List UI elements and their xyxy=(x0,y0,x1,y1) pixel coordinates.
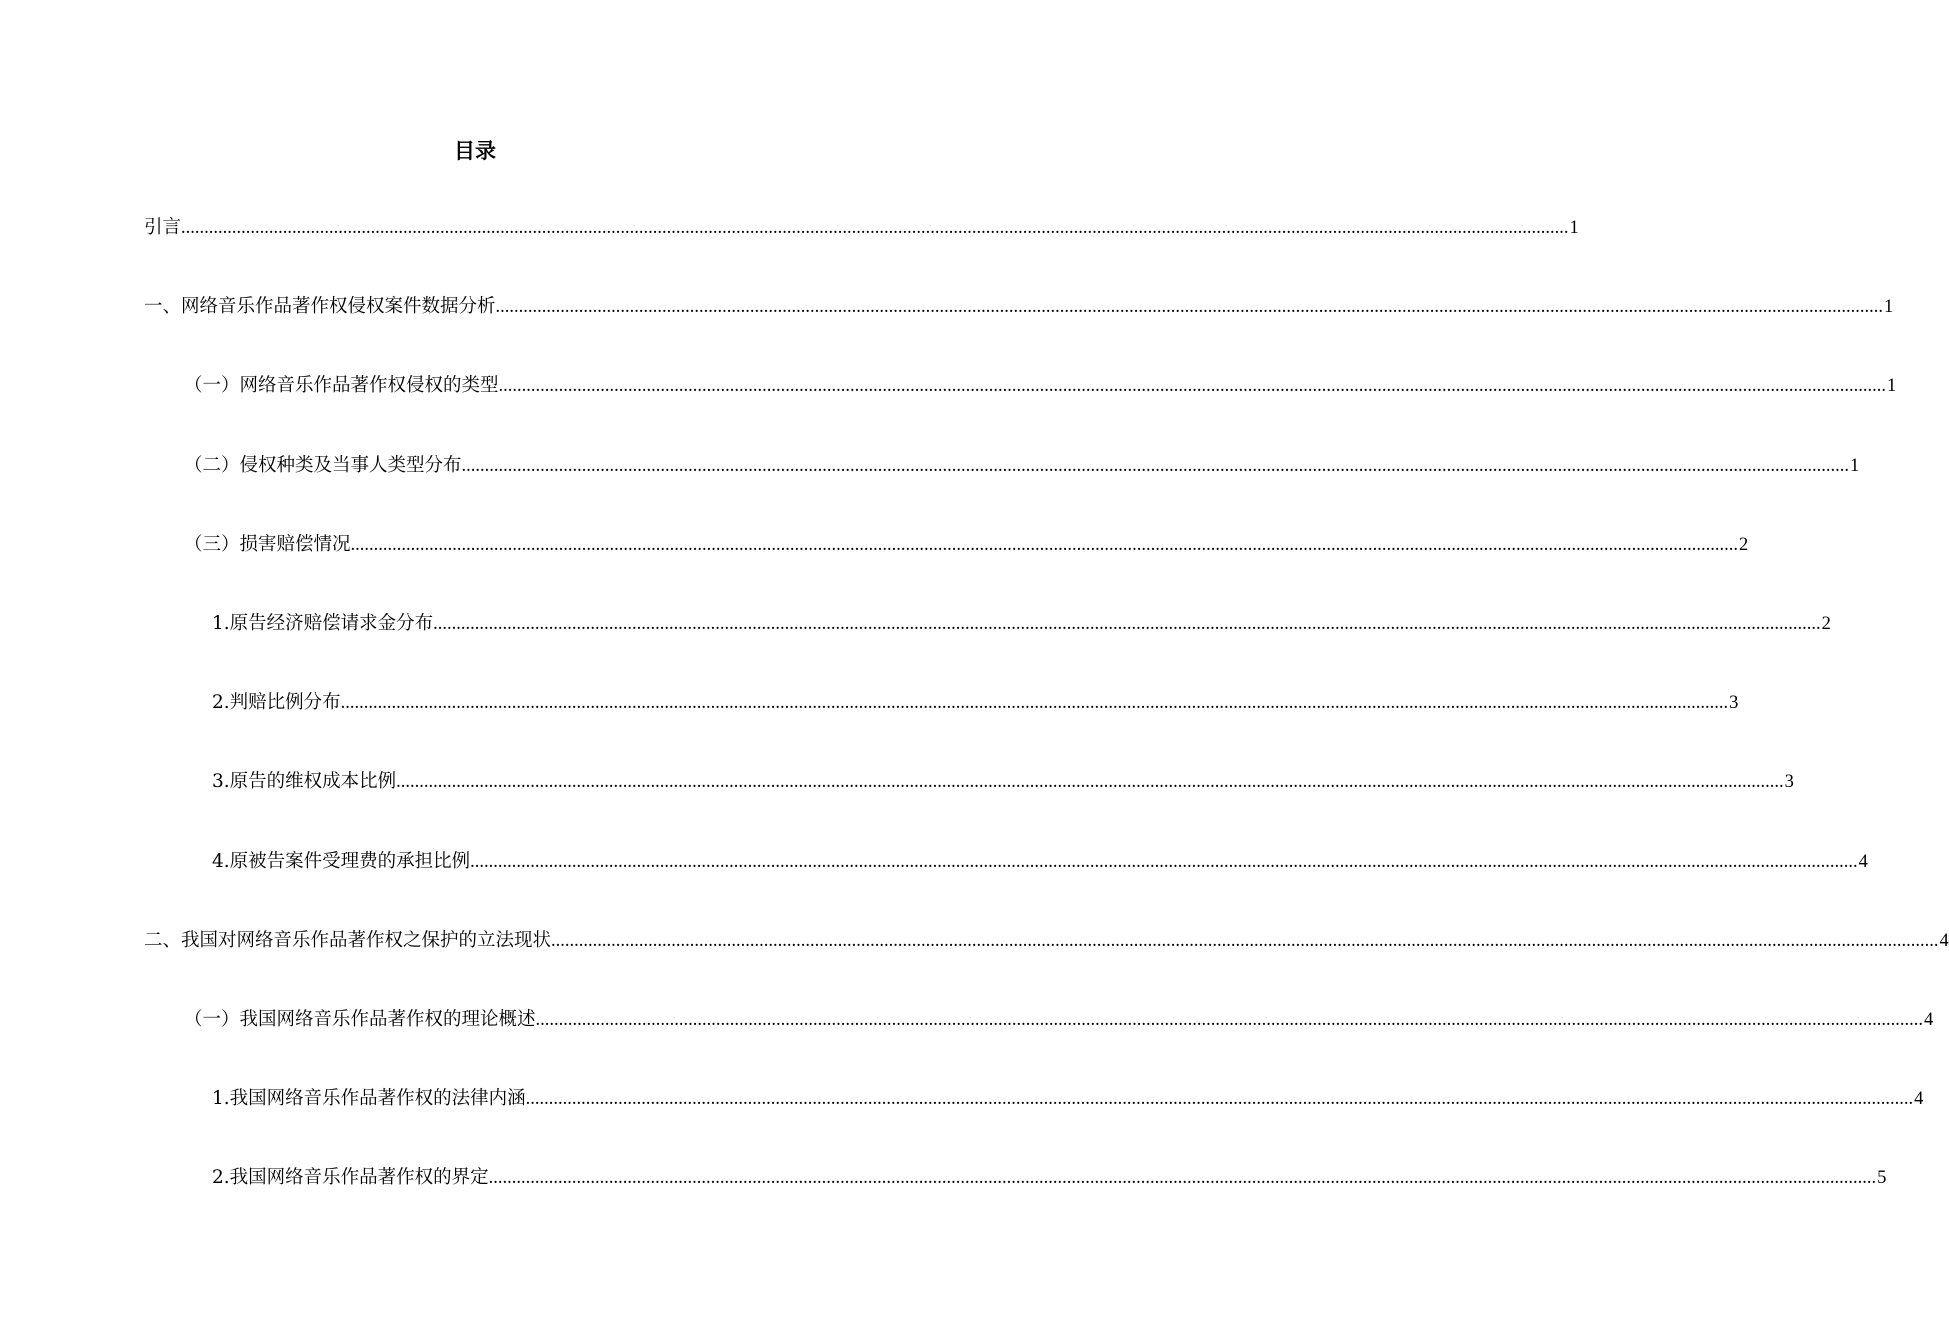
toc-entry-label: 1.我国网络音乐作品著作权的法律内涵 xyxy=(212,1088,526,1110)
toc-entry[interactable] xyxy=(144,1163,1887,1242)
dot-leader: ............................................................................................................................................................................................................................................................................................................ xyxy=(350,534,1739,555)
toc-entry[interactable] xyxy=(144,530,1749,609)
toc-entry-page-number: 2 xyxy=(1821,613,1831,634)
toc-entry-page-number: 1 xyxy=(1887,376,1897,397)
toc-entry-label: 4.原被告案件受理费的承担比例 xyxy=(212,850,471,872)
toc-entry-page-number: 4 xyxy=(1858,851,1868,872)
toc-entry-label: 二、我国对网络音乐作品著作权之保护的立法现状 xyxy=(144,929,552,951)
dot-leader: ............................................................................................................................................................................................................................................................................................................ xyxy=(525,1089,1914,1110)
toc-entry-page-number: 2 xyxy=(1739,534,1749,555)
toc-entry[interactable] xyxy=(144,767,1794,846)
toc-entry-label: （二）侵权种类及当事人类型分布 xyxy=(184,454,462,476)
toc-entry-label: （三）损害赔偿情况 xyxy=(184,533,351,555)
toc-entry-page-number: 3 xyxy=(1784,772,1794,793)
toc-entry-label: 3.原告的维权成本比例 xyxy=(212,771,397,793)
toc-entry[interactable] xyxy=(144,688,1739,767)
toc-entry-label: （一）网络音乐作品著作权侵权的类型 xyxy=(184,375,499,397)
toc-entry-label: （一）我国网络音乐作品著作权的理论概述 xyxy=(184,1008,536,1030)
toc-entry-label: 2.判赔比例分布 xyxy=(212,692,341,714)
toc-list xyxy=(144,213,1949,1242)
dot-leader: ............................................................................................................................................................................................................................................................................................................ xyxy=(495,297,1884,318)
dot-leader: ............................................................................................................................................................................................................................................................................................................ xyxy=(551,930,1939,951)
toc-entry[interactable] xyxy=(144,926,1949,1005)
toc-entry-label: 一、网络音乐作品著作权侵权案件数据分析 xyxy=(144,296,496,318)
toc-entry[interactable] xyxy=(144,609,1831,688)
dot-leader: ............................................................................................................................................................................................................................................................................................................ xyxy=(181,218,1569,238)
toc-entry-label: 引言 xyxy=(144,217,182,238)
dot-leader: ............................................................................................................................................................................................................................................................................................................ xyxy=(340,693,1729,714)
toc-entry-page-number: 1 xyxy=(1850,455,1860,476)
dot-leader: ............................................................................................................................................................................................................................................................................................................ xyxy=(470,851,1858,872)
dot-leader: ............................................................................................................................................................................................................................................................................................................ xyxy=(535,1009,1924,1030)
toc-entry[interactable] xyxy=(144,847,1868,926)
toc-entry-label: 1.原告经济赔偿请求金分布 xyxy=(212,612,434,634)
toc-entry[interactable] xyxy=(144,1084,1924,1163)
toc-entry[interactable] xyxy=(144,292,1894,371)
toc-entry-page-number: 1 xyxy=(1569,218,1579,238)
toc-entry-label: 2.我国网络音乐作品著作权的界定 xyxy=(212,1167,489,1189)
toc-entry[interactable] xyxy=(144,451,1860,530)
dot-leader: ............................................................................................................................................................................................................................................................................................................ xyxy=(488,1168,1877,1189)
dot-leader: ............................................................................................................................................................................................................................................................................................................ xyxy=(433,613,1821,634)
toc-title: 目录 xyxy=(454,138,496,163)
toc-entry-page-number: 4 xyxy=(1914,1089,1924,1110)
toc-entry-page-number: 5 xyxy=(1877,1168,1887,1189)
dot-leader: ............................................................................................................................................................................................................................................................................................................ xyxy=(461,455,1850,476)
toc-entry-page-number: 1 xyxy=(1884,297,1894,318)
toc-entry-page-number: 3 xyxy=(1729,693,1739,714)
dot-leader: ............................................................................................................................................................................................................................................................................................................ xyxy=(498,376,1887,397)
toc-entry-page-number: 4 xyxy=(1939,930,1949,951)
toc-entry[interactable] xyxy=(144,371,1897,450)
toc-entry[interactable] xyxy=(144,1005,1934,1084)
dot-leader: ............................................................................................................................................................................................................................................................................................................ xyxy=(396,772,1784,793)
toc-entry[interactable] xyxy=(144,213,1579,292)
toc-entry-page-number: 4 xyxy=(1924,1009,1934,1030)
